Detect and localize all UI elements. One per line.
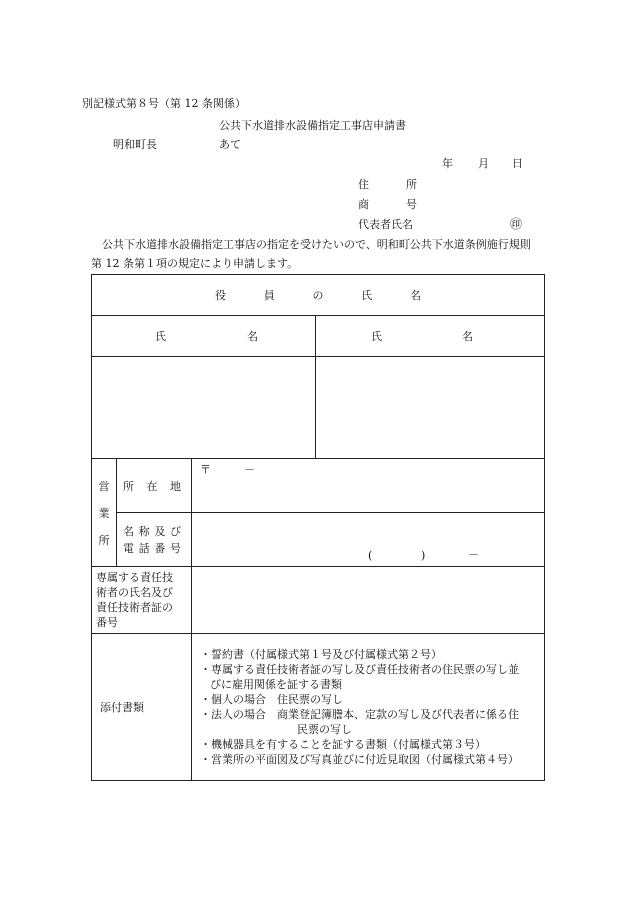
addressee: 明和町長 (113, 138, 157, 151)
form-reference: 別記様式第８号（第 12 条関係） (82, 97, 246, 110)
location-label-char-3: 地 (170, 479, 181, 493)
phone-dash: － (468, 548, 479, 561)
name-phone-l2-c3: 番 (154, 541, 166, 555)
attachment-item: ・個人の場合 住民票の写し (200, 693, 343, 706)
date-day-label: 日 (512, 157, 523, 170)
attachments-list (192, 647, 544, 767)
name-phone-l2-c4: 号 (169, 541, 181, 555)
date-year-label: 年 (442, 157, 453, 170)
engineer-field[interactable] (192, 567, 545, 634)
office-label-char-1: 営 (98, 479, 110, 493)
statement-line-2: 第 12 条第１項の規定により申請します。 (91, 257, 299, 270)
name-phone-label-cell (117, 513, 192, 567)
name-phone-l2-c1: 電 (123, 541, 134, 555)
engineer-label-line-2: 術者の氏名及び (96, 586, 173, 599)
engineer-label-line-3: 責任技術者証の (96, 601, 173, 614)
attachment-item: ・法人の場合 商業登記簿謄本、定款の写し及び代表者に係る住 民票の写し (200, 708, 519, 736)
name-column-header-2 (316, 316, 545, 357)
attachments-list-cell (192, 634, 545, 781)
name-phone-field[interactable] (192, 513, 545, 567)
engineer-label-line-1: 専属する責任技 (96, 571, 173, 584)
attachment-item: ・機械器具を有することを証する書類（付属様式第３号） (200, 738, 486, 751)
officer-name-field-1[interactable] (92, 357, 316, 459)
address-label-2: 所 (406, 178, 417, 191)
name-phone-l2-c2: 話 (138, 541, 150, 555)
postal-mark: 〒 (200, 463, 211, 476)
date-month-label: 月 (478, 157, 489, 170)
officers-header-char-3: の (312, 289, 324, 302)
name-column-header-1 (92, 316, 316, 357)
name-col1-char-2: 名 (247, 330, 258, 343)
representative-label: 代表者氏名 (358, 218, 413, 231)
office-label-char-2: 業 (98, 506, 110, 520)
engineer-label-line-4: 番号 (96, 616, 118, 629)
location-field[interactable] (192, 459, 545, 513)
phone-paren-close: ) (421, 549, 426, 562)
application-form-table (91, 274, 545, 781)
addressee-suffix: あて (219, 138, 241, 151)
officers-header-char-2: 員 (263, 289, 275, 302)
name-col1-char-1: 氏 (155, 330, 166, 343)
officers-header (92, 275, 545, 316)
engineer-label-cell (92, 567, 192, 634)
location-label-cell (117, 459, 192, 513)
officers-header-char-4: 氏 (361, 289, 373, 302)
name-col2-char-2: 名 (462, 330, 473, 343)
office-label-cell (92, 459, 117, 567)
officers-header-char-1: 役 (215, 289, 226, 302)
attachment-item: ・営業所の平面図及び写真並びに付近見取図（付属様式第４号） (200, 753, 519, 766)
office-label-char-3: 所 (98, 533, 110, 547)
name-col2-char-1: 氏 (371, 330, 382, 343)
attachment-item: ・専属する責任技術者証の写し及び責任技術者の住民票の写し並 びに雇用関係を証する書類 (200, 663, 519, 691)
officers-header-char-5: 名 (410, 289, 421, 302)
address-label-1: 住 (358, 178, 369, 191)
phone-paren-open: ( (368, 549, 373, 562)
statement-line-1: 公共下水道排水設備指定工事店の指定を受けたいので、明和町公共下水道条例施行規則 (102, 238, 531, 251)
trade-name-label-2: 号 (406, 198, 417, 211)
name-phone-l1-c1: 名 (123, 524, 134, 538)
postal-dash: － (244, 463, 255, 476)
officer-name-field-2[interactable] (316, 357, 545, 459)
location-label-char-2: 在 (146, 479, 158, 493)
attachment-item: ・誓約書（付属様式第１号及び付属様式第２号） (200, 648, 442, 661)
document-title: 公共下水道排水設備指定工事店申請書 (219, 119, 406, 132)
name-phone-l1-c3: 及 (154, 524, 166, 538)
name-phone-l1-c4: び (169, 524, 181, 538)
location-label-char-1: 所 (123, 479, 134, 493)
name-phone-l1-c2: 称 (138, 524, 150, 538)
attachments-label: 添付書類 (92, 634, 192, 781)
seal-mark: ㊞ (510, 217, 523, 231)
trade-name-label-1: 商 (358, 198, 369, 211)
